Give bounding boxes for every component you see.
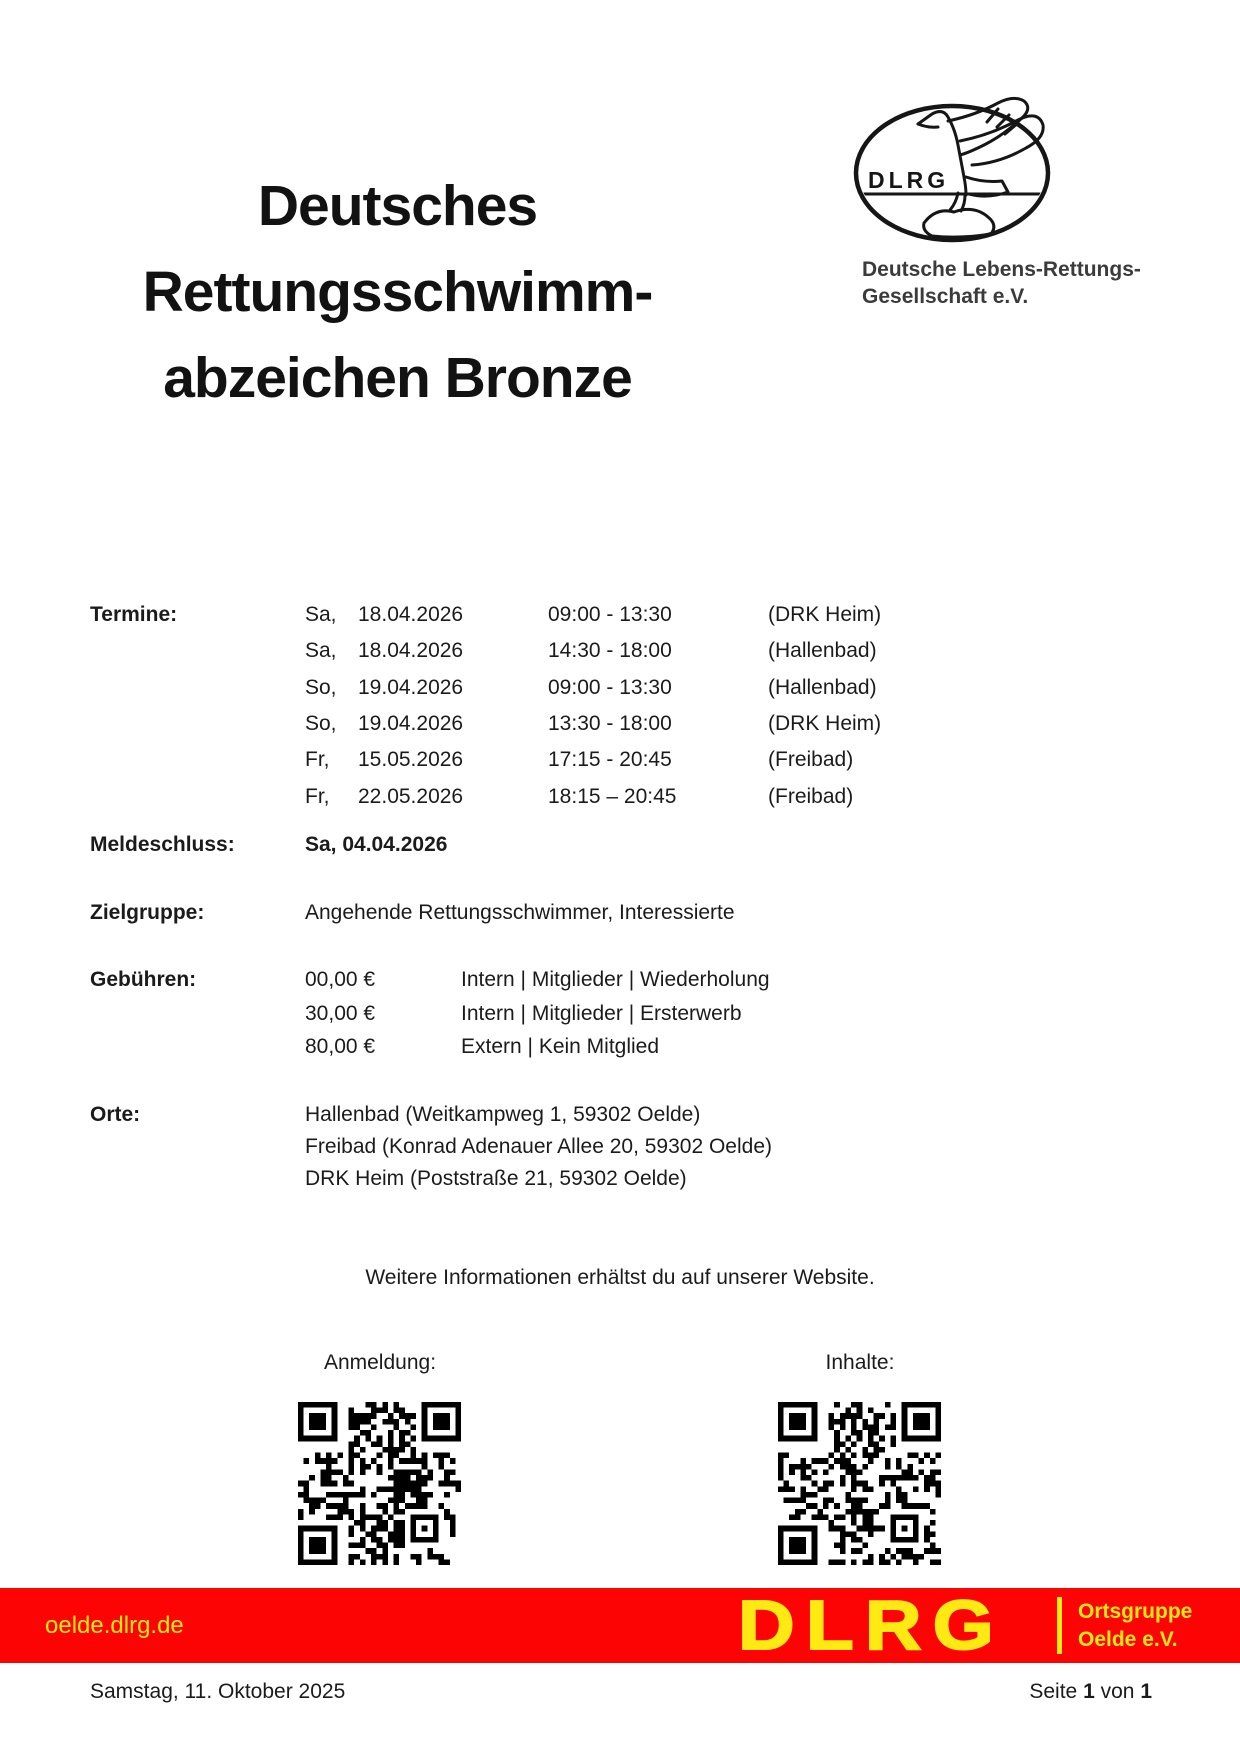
termine-location: (Hallenbad)	[768, 676, 877, 699]
ort-row	[90, 1165, 1090, 1193]
termine-date: 18.04.2026	[358, 639, 464, 662]
fee-row	[90, 1033, 1090, 1061]
title-line1: Deutsches	[257, 174, 538, 238]
termine-day: So,	[305, 676, 337, 699]
inhalte-label: Inhalte:	[825, 1351, 895, 1374]
qr-code-anmeldung	[298, 1402, 461, 1565]
termine-day: Sa,	[305, 603, 337, 626]
page-of: von	[1100, 1680, 1135, 1703]
termine-time: 09:00 - 13:30	[548, 676, 672, 699]
footer-website-link[interactable]: oelde.dlrg.de	[45, 1612, 184, 1639]
footer-bar	[0, 1588, 1240, 1663]
fee-row	[90, 1000, 1090, 1028]
termine-time: 18:15 – 20:45	[548, 785, 677, 808]
footer-org-line2: Oelde e.V.	[1078, 1628, 1178, 1651]
meldeschluss-row	[90, 831, 1090, 859]
logo-caption-line2: Gesellschaft e.V.	[862, 285, 1029, 308]
fee-terms: Intern | Mitglieder | Wiederholung	[461, 968, 770, 991]
dlrg-eagle-logo	[848, 93, 1060, 263]
page-title	[85, 163, 710, 421]
fee-amount: 00,00 €	[305, 968, 376, 991]
termine-label: Termine:	[90, 603, 178, 626]
ort-value: Freibad (Konrad Adenauer Allee 20, 59302 Oelde)	[305, 1135, 772, 1158]
orte-label: Orte:	[90, 1103, 141, 1126]
fee-amount: 30,00 €	[305, 1002, 376, 1025]
meldeschluss-value: Sa, 04.04.2026	[305, 833, 448, 856]
termine-time: 13:30 - 18:00	[548, 712, 672, 735]
ort-value: DRK Heim (Poststraße 21, 59302 Oelde)	[305, 1167, 687, 1190]
termine-row	[90, 674, 1090, 702]
footer-org	[1078, 1598, 1192, 1654]
fee-amount: 80,00 €	[305, 1035, 376, 1058]
termine-row	[90, 637, 1090, 665]
termine-row	[90, 601, 1090, 629]
ort-row	[90, 1101, 1090, 1129]
title-line3: abzeichen Bronze	[163, 346, 632, 410]
termine-row	[90, 746, 1090, 774]
termine-day: Sa,	[305, 639, 337, 662]
footer-org-line1: Ortsgruppe	[1078, 1600, 1193, 1623]
qr-code-inhalte	[778, 1402, 941, 1565]
termine-time: 09:00 - 13:30	[548, 603, 672, 626]
dlrg-wordmark: DLRG	[738, 1586, 1005, 1664]
fee-terms: Intern | Mitglieder | Ersterwerb	[461, 1002, 742, 1025]
termine-time: 17:15 - 20:45	[548, 748, 672, 771]
zielgruppe-row	[90, 899, 1090, 927]
page-total: 1	[1140, 1680, 1152, 1703]
ort-row	[90, 1133, 1090, 1161]
termine-row	[90, 710, 1090, 738]
termine-location: (Hallenbad)	[768, 639, 877, 662]
title-line2: Rettungsschwimm-	[142, 260, 653, 324]
footer-divider	[1057, 1597, 1062, 1654]
gebuehren-label: Gebühren:	[90, 968, 197, 991]
termine-day: Fr,	[305, 748, 330, 771]
zielgruppe-label: Zielgruppe:	[90, 901, 205, 924]
fee-terms: Extern | Kein Mitglied	[461, 1035, 660, 1058]
termine-date: 15.05.2026	[358, 748, 464, 771]
termine-location: (DRK Heim)	[768, 603, 882, 626]
logo-caption-line1: Deutsche Lebens-Rettungs-	[862, 258, 1141, 281]
termine-date: 19.04.2026	[358, 676, 464, 699]
page-label: Seite	[1029, 1680, 1078, 1703]
termine-location: (DRK Heim)	[768, 712, 882, 735]
termine-location: (Freibad)	[768, 748, 854, 771]
ort-value: Hallenbad (Weitkampweg 1, 59302 Oelde)	[305, 1103, 701, 1126]
anmeldung-label: Anmeldung:	[323, 1351, 437, 1374]
termine-day: So,	[305, 712, 337, 735]
meldeschluss-label: Meldeschluss:	[90, 833, 235, 856]
logo-caption	[862, 256, 1141, 310]
termine-date: 18.04.2026	[358, 603, 464, 626]
page-current: 1	[1083, 1680, 1095, 1703]
termine-time: 14:30 - 18:00	[548, 639, 672, 662]
logo-acronym: DLRG	[868, 167, 950, 193]
termine-date: 22.05.2026	[358, 785, 464, 808]
document-date: Samstag, 11. Oktober 2025	[90, 1680, 346, 1703]
termine-date: 19.04.2026	[358, 712, 464, 735]
page-number	[1029, 1678, 1152, 1706]
termine-location: (Freibad)	[768, 785, 854, 808]
fee-row	[90, 966, 1090, 994]
termine-row	[90, 783, 1090, 811]
termine-day: Fr,	[305, 785, 330, 808]
zielgruppe-value: Angehende Rettungsschwimmer, Interessierte	[305, 901, 735, 924]
website-info-line: Weitere Informationen erhältst du auf unserer Website.	[365, 1266, 875, 1289]
